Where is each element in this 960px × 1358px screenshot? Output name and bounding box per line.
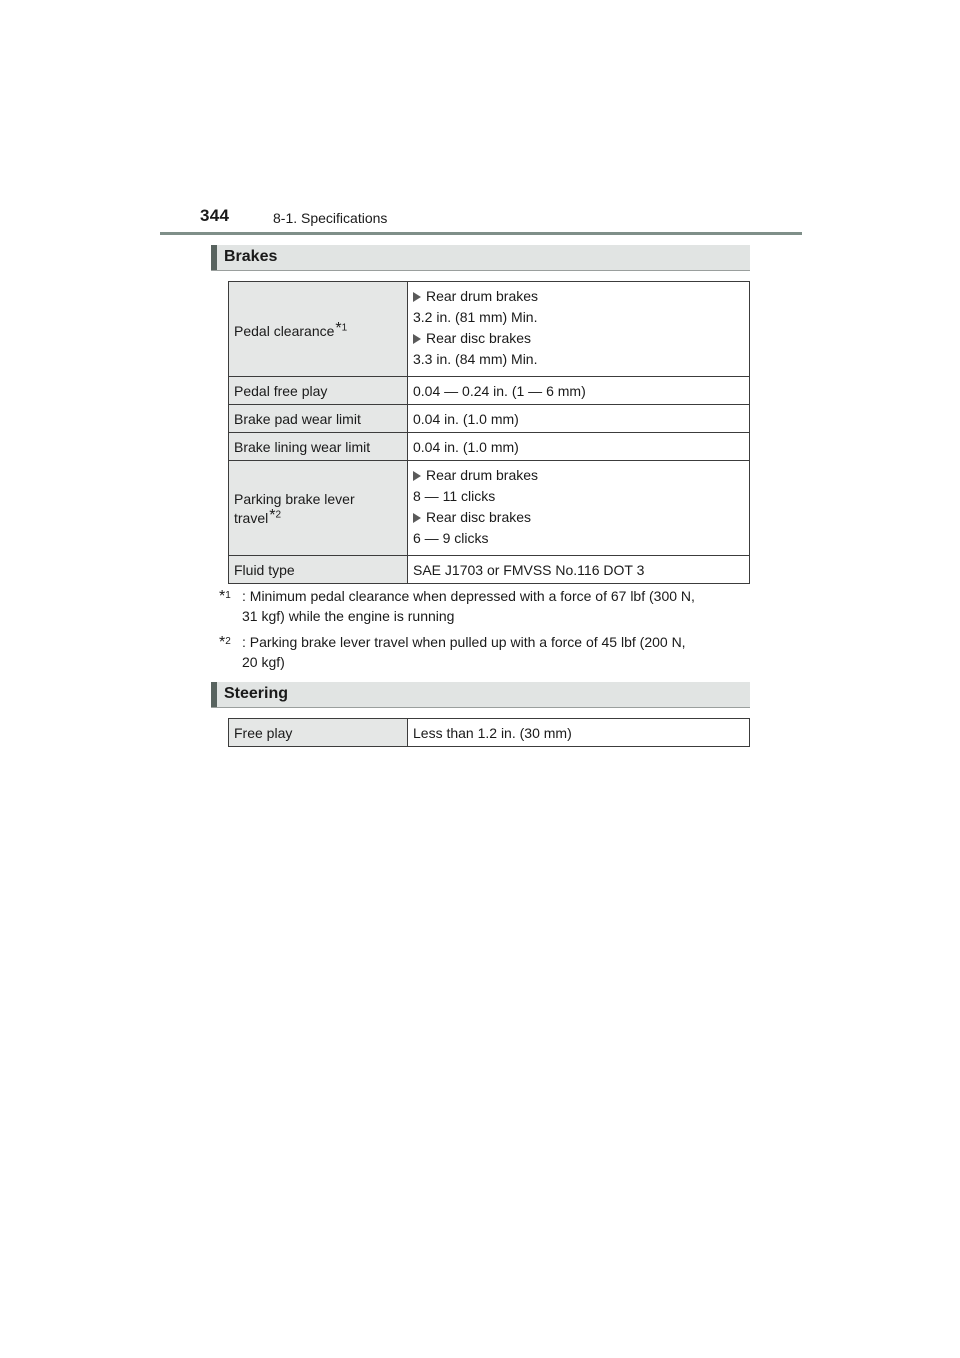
- steering-heading: [211, 682, 750, 708]
- table-cell-value: Less than 1.2 in. (30 mm): [408, 719, 750, 747]
- footnote-ref: 1: [341, 321, 348, 333]
- table-row: [229, 461, 750, 556]
- table-cell-label: Fluid type: [229, 556, 408, 584]
- list-item: 6 — 9 clicks: [413, 530, 489, 546]
- footnote-ref: 2: [275, 508, 282, 520]
- footnote-marker: *: [219, 587, 226, 605]
- footnote-number: 2: [225, 636, 231, 647]
- page-number: 344: [200, 206, 230, 225]
- table-cell-value: [408, 461, 750, 556]
- steering-heading-title: Steering: [224, 685, 289, 702]
- table-row: [229, 405, 750, 433]
- footnote-2: [218, 632, 750, 672]
- heading-accent-bar: [211, 682, 217, 707]
- triangle-bullet-icon: [413, 334, 421, 344]
- brakes-heading-title: Brakes: [224, 248, 278, 265]
- footnote-text-continued: 31 kgf) while the engine is running: [242, 608, 455, 624]
- heading-accent-bar: [211, 245, 217, 270]
- footnote-1: [218, 586, 750, 626]
- list-item: 3.2 in. (81 mm) Min.: [413, 309, 538, 325]
- table-row: [229, 719, 750, 747]
- table-cell-label: Free play: [229, 719, 408, 747]
- table-cell-value: 0.04 — 0.24 in. (1 — 6 mm): [408, 377, 750, 405]
- brakes-table: [228, 281, 750, 584]
- footnote-number: 1: [225, 590, 231, 601]
- footnote-marker: *: [269, 506, 276, 524]
- triangle-bullet-icon: [413, 292, 421, 302]
- row-label: Parking brake lever travel: [234, 490, 355, 526]
- table-cell-label: Brake lining wear limit: [229, 433, 408, 461]
- triangle-bullet-icon: [413, 513, 421, 523]
- footnote-text: : Minimum pedal clearance when depressed with a force of 67 lbf (300 N,: [242, 588, 695, 604]
- steering-table: [228, 718, 750, 747]
- table-cell-label: [229, 282, 408, 377]
- footnote-text-continued: 20 kgf): [242, 654, 285, 670]
- table-row: [229, 377, 750, 405]
- table-cell-label: Pedal free play: [229, 377, 408, 405]
- table-cell-label: Brake pad wear limit: [229, 405, 408, 433]
- table-cell-label: [229, 461, 408, 556]
- table-row: [229, 282, 750, 377]
- list-item: Rear drum brakes: [413, 286, 744, 307]
- table-row: [229, 556, 750, 584]
- list-item: 8 — 11 clicks: [413, 488, 496, 504]
- section-title: 8-1. Specifications: [273, 210, 388, 226]
- row-label: Pedal clearance: [234, 322, 335, 339]
- list-item: Rear disc brakes: [413, 507, 744, 528]
- table-cell-value: SAE J1703 or FMVSS No.116 DOT 3: [408, 556, 750, 584]
- table-cell-value: 0.04 in. (1.0 mm): [408, 433, 750, 461]
- footnote-marker: *: [335, 319, 342, 337]
- table-cell-value: 0.04 in. (1.0 mm): [408, 405, 750, 433]
- triangle-bullet-icon: [413, 471, 421, 481]
- footnote-marker: *: [219, 633, 226, 651]
- list-item: Rear drum brakes: [413, 465, 744, 486]
- page-header: [160, 206, 802, 234]
- footnote-text: : Parking brake lever travel when pulled up with a force of 45 lbf (200 N,: [242, 634, 686, 650]
- brakes-heading: [211, 245, 750, 271]
- list-item: Rear disc brakes: [413, 328, 744, 349]
- table-row: [229, 433, 750, 461]
- header-divider: [160, 232, 802, 235]
- list-item: 3.3 in. (84 mm) Min.: [413, 351, 538, 367]
- table-cell-value: [408, 282, 750, 377]
